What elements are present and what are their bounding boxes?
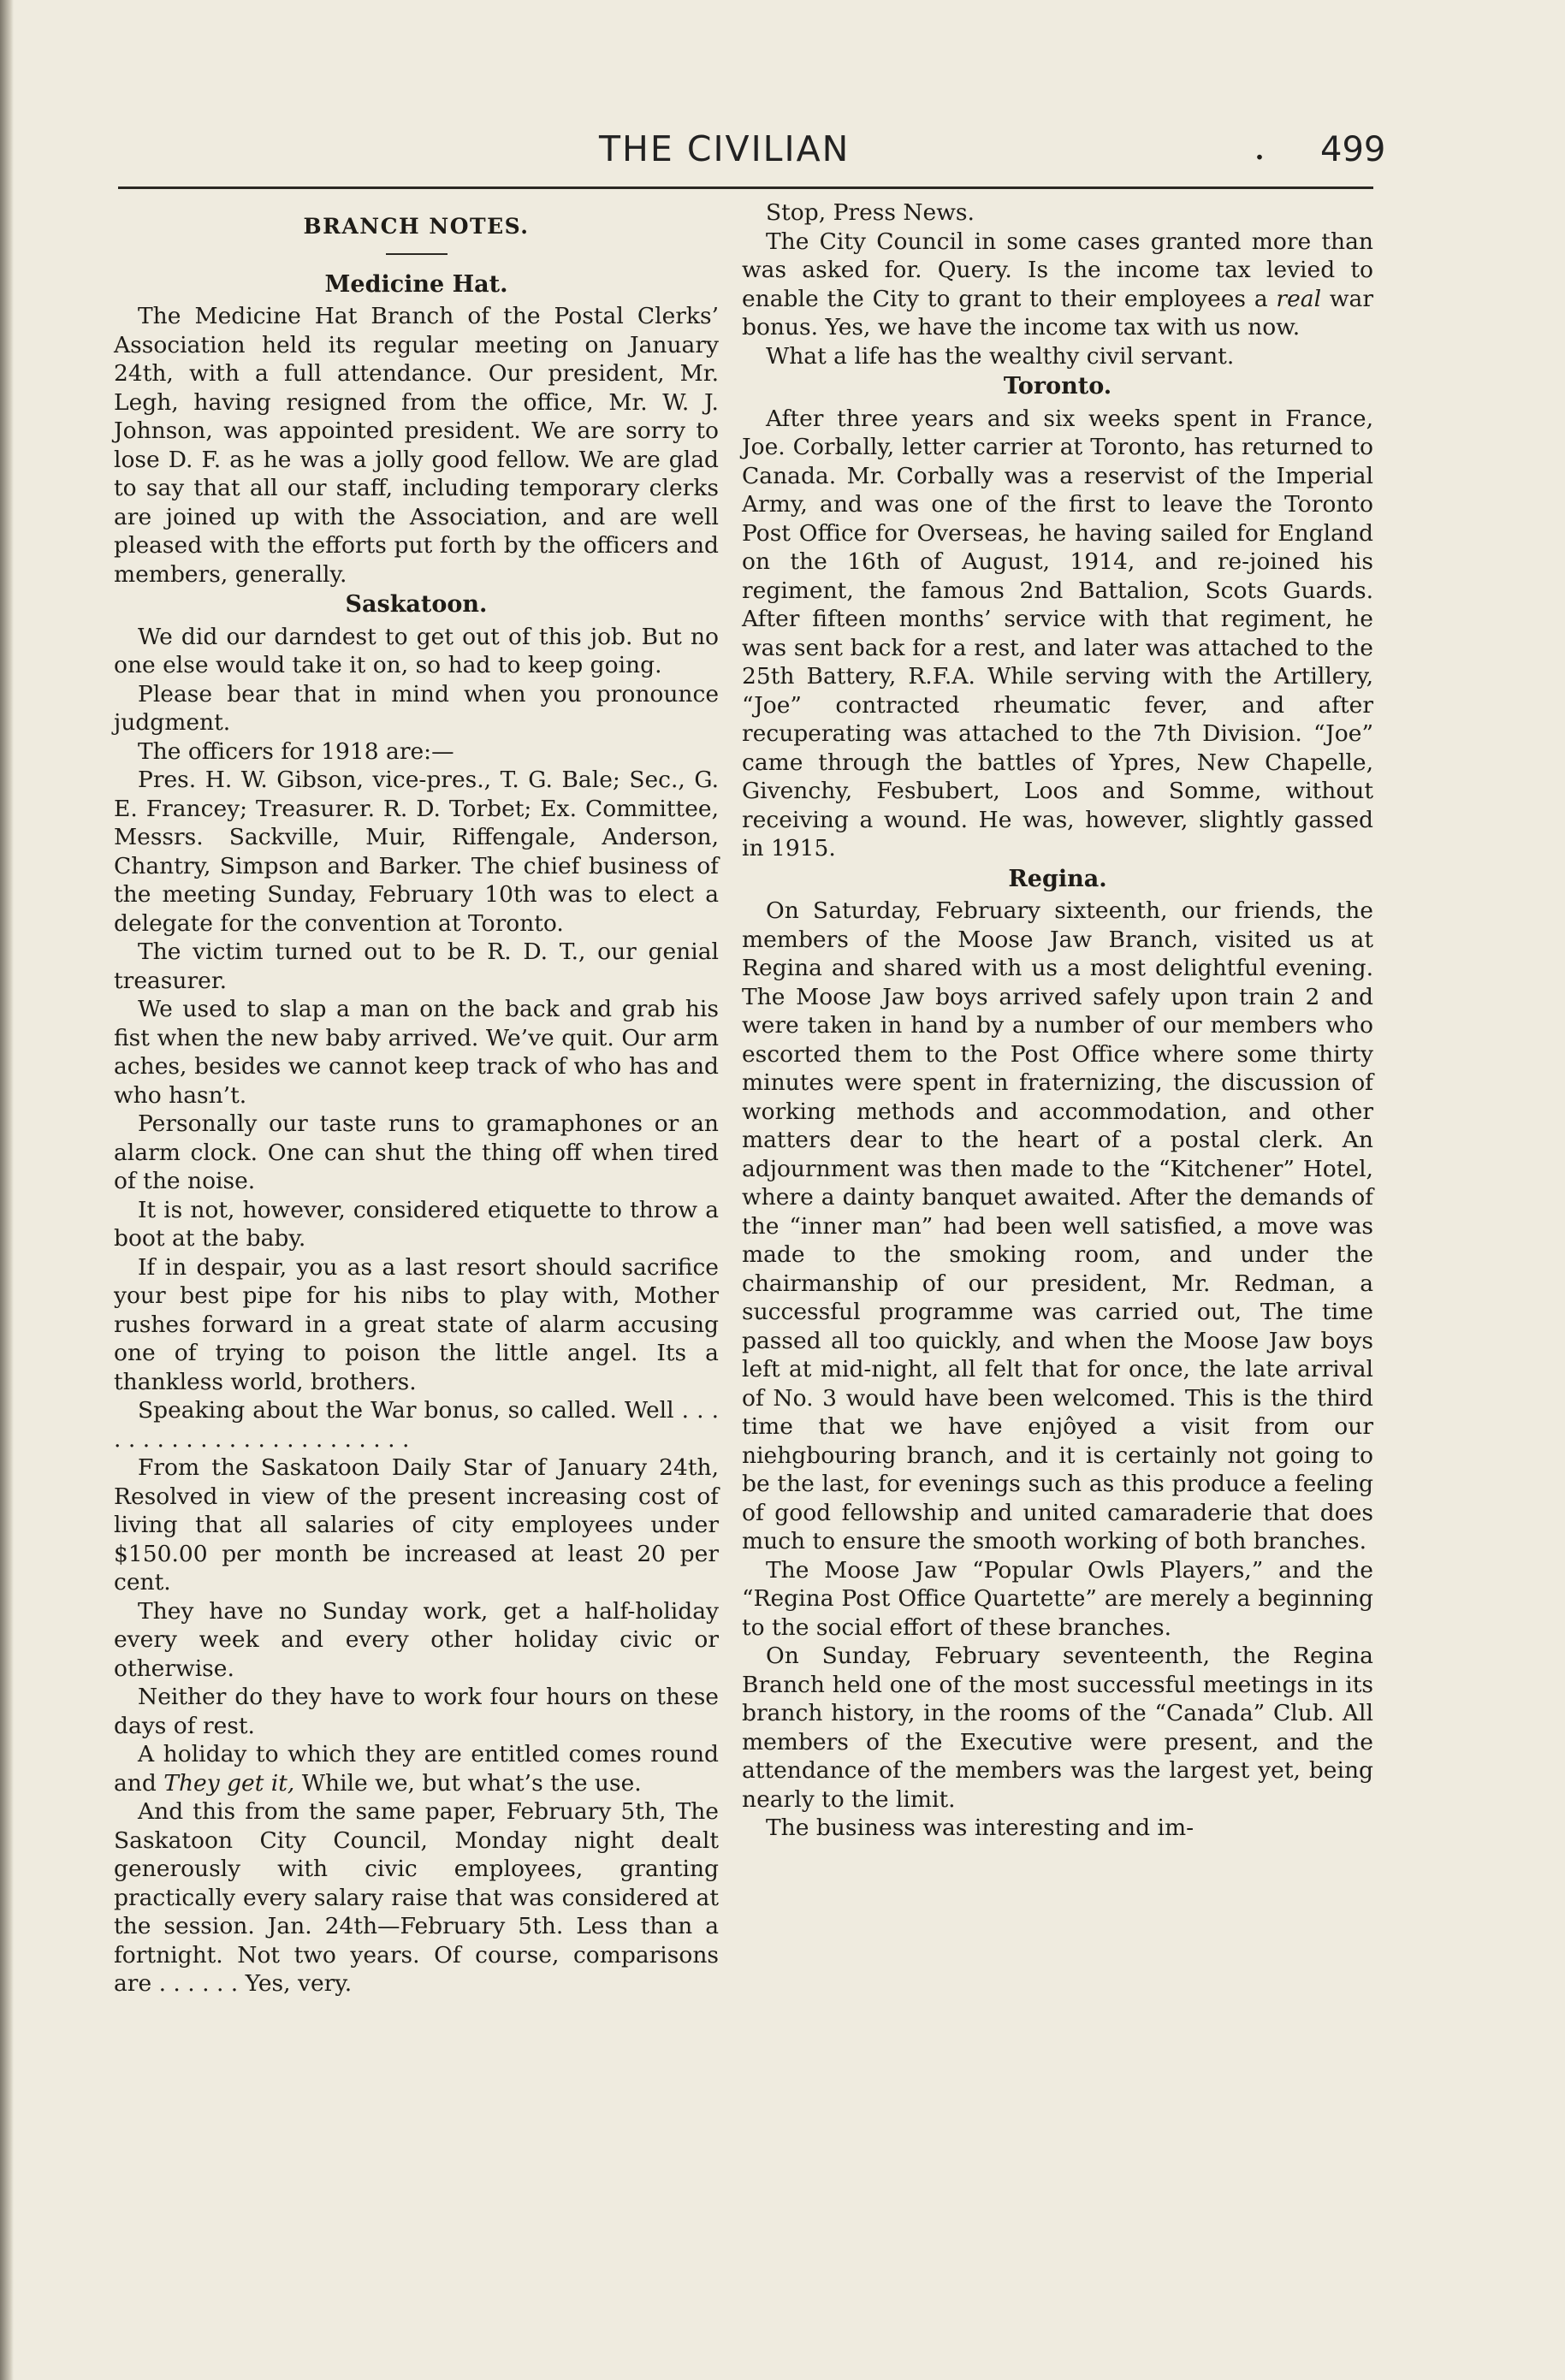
heading-regina: Regina. bbox=[1008, 865, 1107, 892]
toronto-paragraph: After three years and six weeks spent in France, Joe. Corbally, letter carrier at Toronto, has returned to Canada. Mr. Corbally was a reservist of the Imperial Army, and was one of the first to leave the Toronto Post Office for Overseas, he having sailed for England on the 16th of August, 1914, and re-joined his regiment, the famous 2nd Battalion, Scots Guards. After fifteen months’ service with that regiment, he was sent back for a rest, and later was attached to the 25th Battery, R.F.A. While serving with the Artillery, “Joe” contracted rheumatic fever, and after recuperating was attached to the 7th Division. “Joe” came through the battles of Ypres, New Chapelle, Givenchy, Fesbubert, Loos and Somme, without receiving a wound. He was, however, slightly gassed in 1915. bbox=[742, 405, 1373, 861]
text-run: A holiday to which they are entitled comes round and bbox=[114, 1741, 719, 1797]
page-spine-shadow bbox=[0, 0, 14, 2380]
italic-text: real bbox=[1276, 285, 1322, 312]
regina-paragraph: On Saturday, February sixteenth, our friends, the members of the Moose Jaw Branch, visited us at Regina and shared with us a most delightful evening. The Moose Jaw boys arrived safely upon train 2 and were taken in hand by a number of our members who escorted them to the Post Office where some thirty minutes were spent in fraternizing, the discussion of working methods and accommodation, and other matters dear to the heart of a postal clerk. An adjournment was then made to the “Kitchener” Hotel, where a dainty banquet awaited. After the demands of the “inner man” had been well satisfied, a move was made to the smoking room, and under the chairmanship of our president, Mr. Redman, a successful programme was carried out, The time passed all too quickly, and when the Moose Jaw boys left at mid-night, all felt that for once, the late arrival of No. 3 would have been welcomed. This is the third time that we have enjôyed a visit from our niehgbouring branch, and it is certainly not going to be the last, for evenings such as this produce a feeling of good fellowship and united camaraderie that does much to ensure the smooth working of both branches. bbox=[742, 897, 1373, 1554]
saskatoon-paragraph: Pres. H. W. Gibson, vice-pres., T. G. Bale; Sec., G. E. Francey; Treasurer. R. D. Torbet; Ex. Committee, Messrs. Sackville, Muir, Riffengale, Anderson, Chantry, Simpson and Barker. The chief business of the meeting Sunday, February 10th was to elect a delegate for the convention at Toronto. bbox=[114, 767, 719, 937]
heading-medicine-hat: Medicine Hat. bbox=[324, 270, 508, 298]
saskatoon-paragraph: Personally our taste runs to gramaphones or an alarm clock. One can shut the thing off when tired of the noise. bbox=[114, 1110, 719, 1194]
saskatoon-paragraph: The officers for 1918 are:— bbox=[138, 737, 454, 765]
header-rule bbox=[118, 186, 1373, 189]
text-run: While we, but what’s the use. bbox=[294, 1769, 642, 1797]
saskatoon-paragraph-holiday bbox=[114, 1740, 719, 1797]
page-number: 499 bbox=[1320, 130, 1386, 169]
regina-paragraph: On Sunday, February seventeenth, the Regina Branch held one of the most successful meetings in its branch history, in the rooms of the “Canada” Club. All members of the Executive were present, and the attendance of the members was the largest yet, being nearly to the limit. bbox=[742, 1643, 1373, 1813]
saskatoon-paragraph: Please bear that in mind when you pronounce judgment. bbox=[114, 680, 719, 736]
continued-paragraph: What a life has the wealthy civil servant. bbox=[766, 342, 1235, 370]
section-title: BRANCH NOTES. bbox=[303, 214, 530, 239]
saskatoon-paragraph: The victim turned out to be R. D. T., our genial treasurer. bbox=[114, 938, 719, 994]
page-header bbox=[111, 121, 1386, 181]
continued-paragraph: Stop, Press News. bbox=[766, 199, 975, 226]
section-divider bbox=[386, 253, 448, 255]
text-run: The City Council in some cases granted more than was asked for. Query. Is the income tax levied to enable the City to grant to their employees a bbox=[742, 228, 1373, 312]
saskatoon-paragraph: And this from the same paper, February 5th, The Saskatoon City Council, Monday night dealt generously with civic employees, granting practically every salary raise that was considered at the session. Jan. 24th—February 5th. Less than a fortnight. Not two years. Of course, comparisons are . . . . . . Yes, very. bbox=[114, 1798, 719, 1997]
saskatoon-paragraph: From the Saskatoon Daily Star of January 24th, Resolved in view of the present increasing cost of living that all salaries of city employees under $150.00 per month be increased at least 20 per cent. bbox=[114, 1454, 719, 1596]
saskatoon-paragraph: Neither do they have to work four hours on these days of rest. bbox=[114, 1684, 719, 1739]
saskatoon-paragraph: If in despair, you as a last resort should sacrifice your best pipe for his nibs to play with, Mother rushes forward in a great state of alarm accusing one of trying to poison the little angel. Its a thankless world, brothers. bbox=[114, 1253, 719, 1395]
right-column bbox=[742, 198, 1373, 1843]
regina-paragraph: The Moose Jaw “Popular Owls Players,” and the “Regina Post Office Quartette” are merely a beginning to the social effort of these branches. bbox=[742, 1556, 1373, 1641]
regina-paragraph: The business was interesting and im- bbox=[766, 1815, 1194, 1841]
continued-paragraph-bonus bbox=[742, 228, 1373, 342]
left-column bbox=[114, 198, 719, 1998]
saskatoon-paragraph: We used to slap a man on the back and grab his fist when the new baby arrived. We’ve quit. Our arm aches, besides we cannot keep track of who has and who hasn’t. bbox=[114, 996, 719, 1109]
header-dot: . bbox=[1254, 125, 1266, 169]
saskatoon-paragraph: They have no Sunday work, get a half-holiday every week and every other holiday civic or otherwise. bbox=[114, 1597, 719, 1682]
saskatoon-paragraph: We did our darndest to get out of this job. But no one else would take it on, so had to keep going. bbox=[114, 623, 719, 678]
running-title: THE CIVILIAN bbox=[599, 128, 851, 169]
saskatoon-paragraph: It is not, however, considered etiquette to throw a boot at the baby. bbox=[114, 1196, 719, 1252]
heading-toronto: Toronto. bbox=[1003, 373, 1112, 400]
text-run: war bonus. Yes, we have the income tax with us now. bbox=[742, 285, 1373, 340]
heading-saskatoon: Saskatoon. bbox=[345, 591, 488, 618]
italic-text: They get it, bbox=[163, 1769, 295, 1797]
medicine-hat-paragraph: The Medicine Hat Branch of the Postal Clerks’ Association held its regular meeting on January 24th, with a full attendance. Our president, Mr. Legh, having resigned from the office, Mr. W. J. Johnson, was appointed president. We are sorry to lose D. F. as he was a jolly good fellow. We are glad to say that all our staff, including temporary clerks are joined up with the Association, and are well pleased with the efforts put forth by the officers and members, generally. bbox=[114, 303, 719, 588]
saskatoon-paragraph: Speaking about the War bonus, so called. Well . . . . . . . . . . . . . . . . . . . . . . . . bbox=[114, 1397, 719, 1453]
